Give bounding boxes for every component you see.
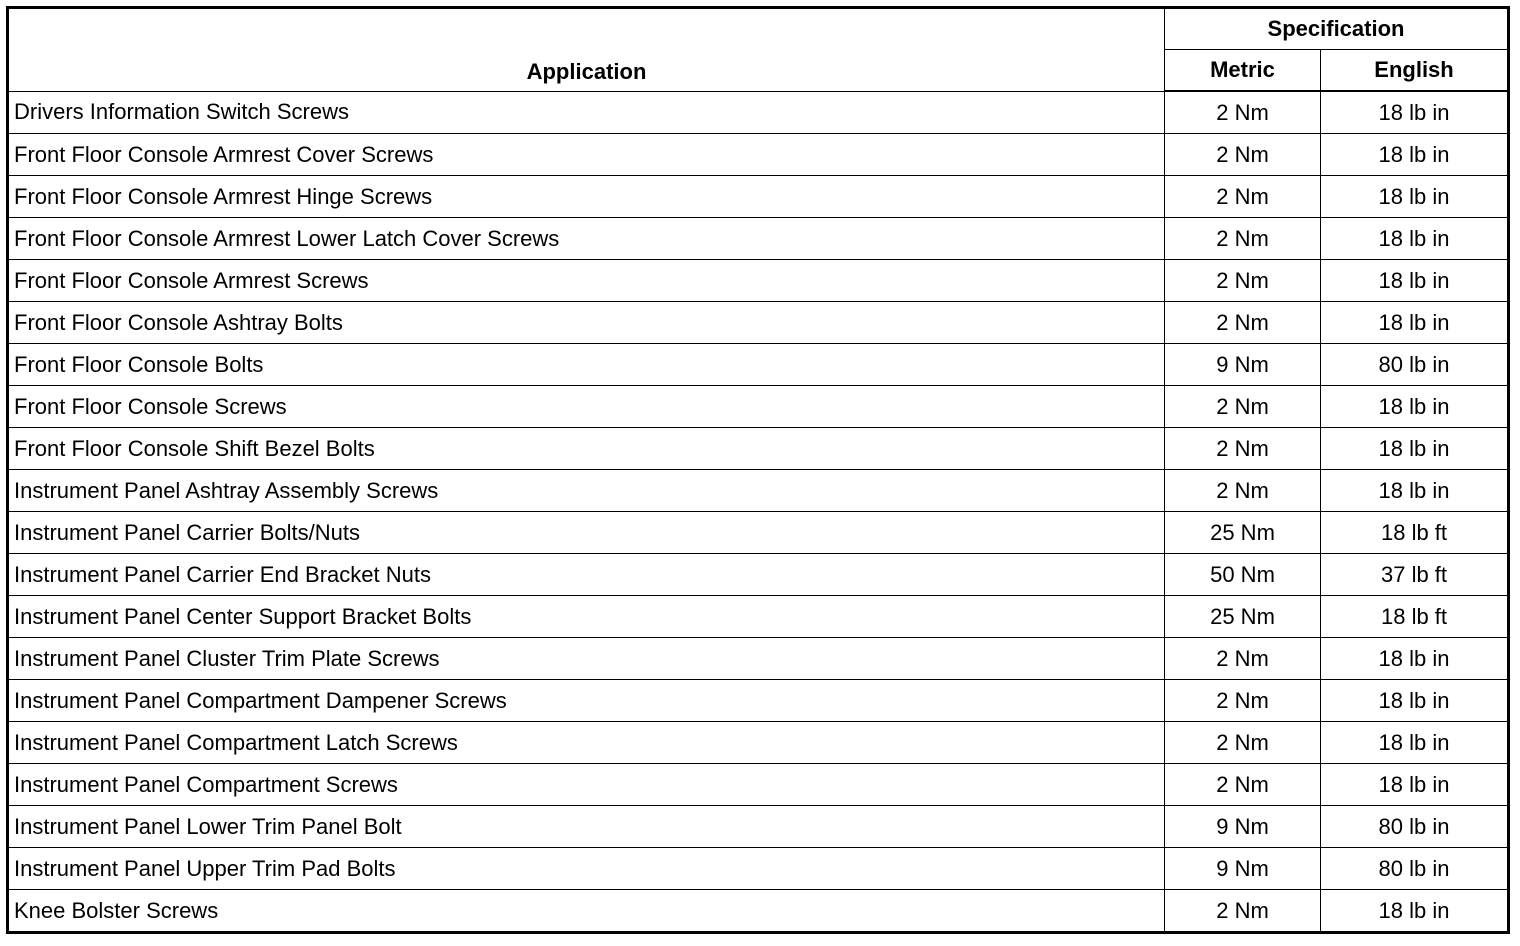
table-row	[8, 91, 1509, 134]
table-row	[8, 890, 1509, 933]
english-cell: 18 lb in	[1321, 428, 1509, 470]
application-cell: Instrument Panel Lower Trim Panel Bolt	[8, 806, 1165, 848]
english-cell: 18 lb in	[1321, 470, 1509, 512]
metric-cell: 2 Nm	[1165, 91, 1321, 134]
application-cell: Instrument Panel Carrier End Bracket Nuts	[8, 554, 1165, 596]
metric-cell: 50 Nm	[1165, 554, 1321, 596]
english-cell: 18 lb in	[1321, 91, 1509, 134]
table-row	[8, 638, 1509, 680]
application-cell: Front Floor Console Screws	[8, 386, 1165, 428]
metric-cell: 2 Nm	[1165, 386, 1321, 428]
application-cell: Front Floor Console Ashtray Bolts	[8, 302, 1165, 344]
table-row	[8, 428, 1509, 470]
metric-cell: 2 Nm	[1165, 260, 1321, 302]
fastener-torque-spec-table	[6, 6, 1510, 934]
table-row	[8, 722, 1509, 764]
english-cell: 18 lb ft	[1321, 596, 1509, 638]
english-cell: 37 lb ft	[1321, 554, 1509, 596]
english-cell: 80 lb in	[1321, 806, 1509, 848]
application-cell: Instrument Panel Compartment Latch Screws	[8, 722, 1165, 764]
metric-cell: 9 Nm	[1165, 344, 1321, 386]
application-cell: Drivers Information Switch Screws	[8, 91, 1165, 134]
application-cell: Knee Bolster Screws	[8, 890, 1165, 933]
english-cell: 18 lb in	[1321, 218, 1509, 260]
application-cell: Front Floor Console Armrest Hinge Screws	[8, 176, 1165, 218]
metric-cell: 25 Nm	[1165, 596, 1321, 638]
metric-cell: 9 Nm	[1165, 848, 1321, 890]
table-row	[8, 260, 1509, 302]
table-row	[8, 344, 1509, 386]
english-cell: 18 lb in	[1321, 302, 1509, 344]
application-cell: Front Floor Console Shift Bezel Bolts	[8, 428, 1165, 470]
table-row	[8, 764, 1509, 806]
english-cell: 18 lb in	[1321, 134, 1509, 176]
table-row	[8, 806, 1509, 848]
metric-cell: 2 Nm	[1165, 680, 1321, 722]
application-cell: Instrument Panel Compartment Dampener Screws	[8, 680, 1165, 722]
application-cell: Front Floor Console Bolts	[8, 344, 1165, 386]
application-cell: Instrument Panel Ashtray Assembly Screws	[8, 470, 1165, 512]
application-cell: Instrument Panel Cluster Trim Plate Screws	[8, 638, 1165, 680]
metric-cell: 2 Nm	[1165, 470, 1321, 512]
table-row	[8, 848, 1509, 890]
table-row	[8, 680, 1509, 722]
table-row	[8, 512, 1509, 554]
english-column-header: English	[1321, 50, 1509, 92]
table-row	[8, 470, 1509, 512]
english-cell: 80 lb in	[1321, 344, 1509, 386]
english-cell: 18 lb in	[1321, 764, 1509, 806]
metric-cell: 2 Nm	[1165, 722, 1321, 764]
metric-cell: 2 Nm	[1165, 134, 1321, 176]
table-row	[8, 218, 1509, 260]
english-cell: 18 lb in	[1321, 386, 1509, 428]
english-cell: 18 lb ft	[1321, 512, 1509, 554]
metric-cell: 2 Nm	[1165, 890, 1321, 933]
header-group-row	[8, 8, 1509, 50]
spec-table-body	[8, 91, 1509, 933]
metric-column-header: Metric	[1165, 50, 1321, 92]
application-cell: Instrument Panel Center Support Bracket Bolts	[8, 596, 1165, 638]
english-cell: 18 lb in	[1321, 176, 1509, 218]
metric-cell: 25 Nm	[1165, 512, 1321, 554]
application-cell: Front Floor Console Armrest Cover Screws	[8, 134, 1165, 176]
table-row	[8, 134, 1509, 176]
english-cell: 18 lb in	[1321, 722, 1509, 764]
application-cell: Front Floor Console Armrest Screws	[8, 260, 1165, 302]
application-cell: Instrument Panel Carrier Bolts/Nuts	[8, 512, 1165, 554]
metric-cell: 2 Nm	[1165, 638, 1321, 680]
table-row	[8, 176, 1509, 218]
table-row	[8, 554, 1509, 596]
metric-cell: 2 Nm	[1165, 218, 1321, 260]
application-cell: Front Floor Console Armrest Lower Latch Cover Screws	[8, 218, 1165, 260]
english-cell: 18 lb in	[1321, 890, 1509, 933]
english-cell: 18 lb in	[1321, 638, 1509, 680]
table-row	[8, 386, 1509, 428]
english-cell: 18 lb in	[1321, 260, 1509, 302]
application-cell: Instrument Panel Upper Trim Pad Bolts	[8, 848, 1165, 890]
specification-group-header: Specification	[1165, 8, 1509, 50]
application-cell: Instrument Panel Compartment Screws	[8, 764, 1165, 806]
application-column-header: Application	[8, 8, 1165, 92]
table-row	[8, 302, 1509, 344]
metric-cell: 2 Nm	[1165, 302, 1321, 344]
metric-cell: 9 Nm	[1165, 806, 1321, 848]
english-cell: 18 lb in	[1321, 680, 1509, 722]
metric-cell: 2 Nm	[1165, 428, 1321, 470]
table-row	[8, 596, 1509, 638]
english-cell: 80 lb in	[1321, 848, 1509, 890]
metric-cell: 2 Nm	[1165, 176, 1321, 218]
metric-cell: 2 Nm	[1165, 764, 1321, 806]
